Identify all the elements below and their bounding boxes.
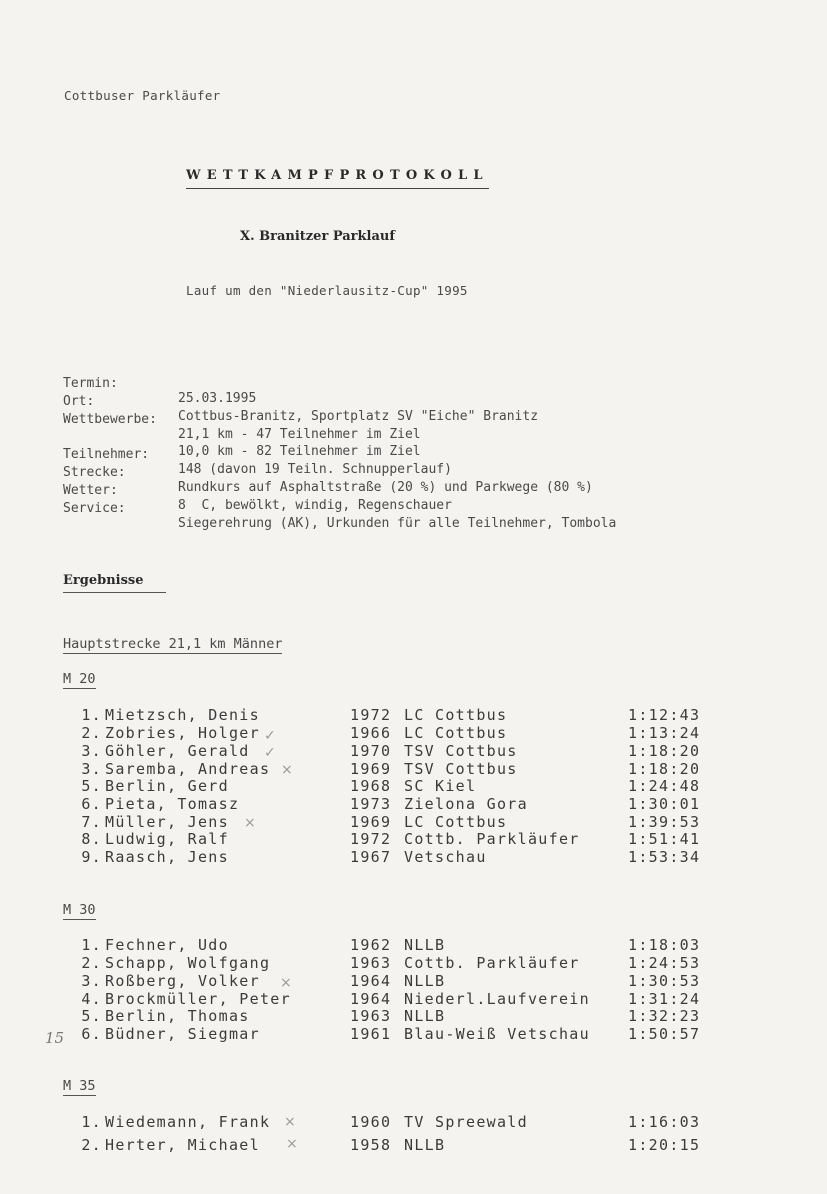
birth-year: 1964 [350,990,392,1008]
birth-year: 1962 [350,936,392,954]
birth-year: 1973 [350,795,392,813]
athlete-name: Mietzsch, Denis [105,706,260,724]
rank: 4. [81,990,102,1008]
results-heading: Ergebnisse [63,573,166,593]
athlete-name: Büdner, Siegmar [105,1025,260,1043]
athlete-name: Berlin, Gerd [105,777,229,795]
info-label: Service: [63,501,126,516]
info-label: Wettbewerbe: [63,412,157,427]
finish-time: 1:51:41 [628,830,701,848]
rank: 7. [81,813,102,831]
club: NLLB [404,936,446,954]
rank: 5. [81,1007,102,1025]
finish-time: 1:16:03 [628,1113,701,1131]
club: Blau-Weiß Vetschau [404,1025,590,1043]
birth-year: 1964 [350,972,392,990]
check-mark-icon: ✓ [264,728,276,744]
finish-time: 1:13:24 [628,724,701,742]
club: Vetschau [404,848,487,866]
event-title: X. Branitzer Parklauf [240,229,395,244]
cross-mark-icon: × [281,762,293,778]
finish-time: 1:18:03 [628,936,701,954]
rank: 5. [81,777,102,795]
margin-note: 15 [45,1029,65,1047]
club: TV Spreewald [404,1113,528,1131]
club: TSV Cottbus [404,742,518,760]
club: TSV Cottbus [404,760,518,778]
info-value: Cottbus-Branitz, Sportplatz SV "Eiche" Branitz [178,409,539,424]
cross-mark-icon: × [244,815,256,831]
organization-name: Cottbuser Parkläufer [64,88,221,103]
info-label: Wetter: [63,483,118,498]
finish-time: 1:32:23 [628,1007,701,1025]
info-label: Ort: [63,394,95,409]
finish-time: 1:39:53 [628,813,701,831]
birth-year: 1970 [350,742,392,760]
club: LC Cottbus [404,813,508,831]
finish-time: 1:24:48 [628,777,701,795]
age-group-heading: M 20 [63,671,96,687]
rank: 1. [81,1113,102,1131]
club: SC Kiel [404,777,477,795]
document-title: WETTKAMPFPROTOKOLL [186,168,489,189]
rank: 6. [81,795,102,813]
rank: 6. [81,1025,102,1043]
athlete-name: Berlin, Thomas [105,1007,250,1025]
athlete-name: Göhler, Gerald [105,742,250,760]
finish-time: 1:18:20 [628,742,701,760]
birth-year: 1972 [350,830,392,848]
event-subtitle: Lauf um den "Niederlausitz-Cup" 1995 [186,283,468,298]
finish-time: 1:30:01 [628,795,701,813]
athlete-name: Saremba, Andreas [105,760,271,778]
course-heading: Hauptstrecke 21,1 km Männer [63,636,283,652]
athlete-name: Schapp, Wolfgang [105,954,271,972]
info-value: 8 C, bewölkt, windig, Regenschauer [178,498,452,513]
finish-time: 1:30:53 [628,972,701,990]
cross-mark-icon: × [286,1136,298,1152]
athlete-name: Fechner, Udo [105,936,229,954]
athlete-name: Pieta, Tomasz [105,795,240,813]
info-label: Strecke: [63,465,126,480]
info-value: 21,1 km - 47 Teilnehmer im Ziel [178,427,421,442]
info-value: 10,0 km - 82 Teilnehmer im Ziel [178,444,421,459]
birth-year: 1958 [350,1136,392,1154]
finish-time: 1:50:57 [628,1025,701,1043]
age-group-heading: M 35 [63,1078,96,1094]
check-mark-icon: ✓ [264,745,276,761]
birth-year: 1961 [350,1025,392,1043]
athlete-name: Roßberg, Volker [105,972,260,990]
athlete-name: Raasch, Jens [105,848,229,866]
club: Niederl.Laufverein [404,990,590,1008]
birth-year: 1972 [350,706,392,724]
athlete-name: Brockmüller, Peter [105,990,291,1008]
info-value: 148 (davon 19 Teiln. Schnupperlauf) [178,462,452,477]
info-label: Teilnehmer: [63,447,150,462]
club: Cottb. Parkläufer [404,830,580,848]
athlete-name: Herter, Michael [105,1136,260,1154]
club: NLLB [404,1136,446,1154]
finish-time: 1:53:34 [628,848,701,866]
athlete-name: Zobries, Holger [105,724,260,742]
rank: 2. [81,724,102,742]
athlete-name: Müller, Jens [105,813,229,831]
birth-year: 1969 [350,813,392,831]
club: LC Cottbus [404,724,508,742]
finish-time: 1:12:43 [628,706,701,724]
birth-year: 1963 [350,954,392,972]
club: Zielona Gora [404,795,528,813]
info-value: 25.03.1995 [178,391,257,406]
birth-year: 1967 [350,848,392,866]
rank: 3. [81,972,102,990]
athlete-name: Wiedemann, Frank [105,1113,271,1131]
info-value: Rundkurs auf Asphaltstraße (20 %) und Parkwege (80 %) [178,480,593,495]
rank: 1. [81,706,102,724]
rank: 1. [81,936,102,954]
cross-mark-icon: × [280,975,292,991]
club: LC Cottbus [404,706,508,724]
rank: 3. [81,742,102,760]
birth-year: 1969 [350,760,392,778]
athlete-name: Ludwig, Ralf [105,830,229,848]
finish-time: 1:18:20 [628,760,701,778]
finish-time: 1:20:15 [628,1136,701,1154]
rank: 2. [81,954,102,972]
birth-year: 1966 [350,724,392,742]
rank: 2. [81,1136,102,1154]
info-value: Siegerehrung (AK), Urkunden für alle Teilnehmer, Tombola [178,516,617,531]
club: Cottb. Parkläufer [404,954,580,972]
cross-mark-icon: × [284,1114,296,1130]
rank: 9. [81,848,102,866]
birth-year: 1968 [350,777,392,795]
info-label: Termin: [63,376,118,391]
birth-year: 1963 [350,1007,392,1025]
club: NLLB [404,1007,446,1025]
birth-year: 1960 [350,1113,392,1131]
finish-time: 1:24:53 [628,954,701,972]
age-group-heading: M 30 [63,902,96,918]
finish-time: 1:31:24 [628,990,701,1008]
rank: 3. [81,760,102,778]
club: NLLB [404,972,446,990]
rank: 8. [81,830,102,848]
